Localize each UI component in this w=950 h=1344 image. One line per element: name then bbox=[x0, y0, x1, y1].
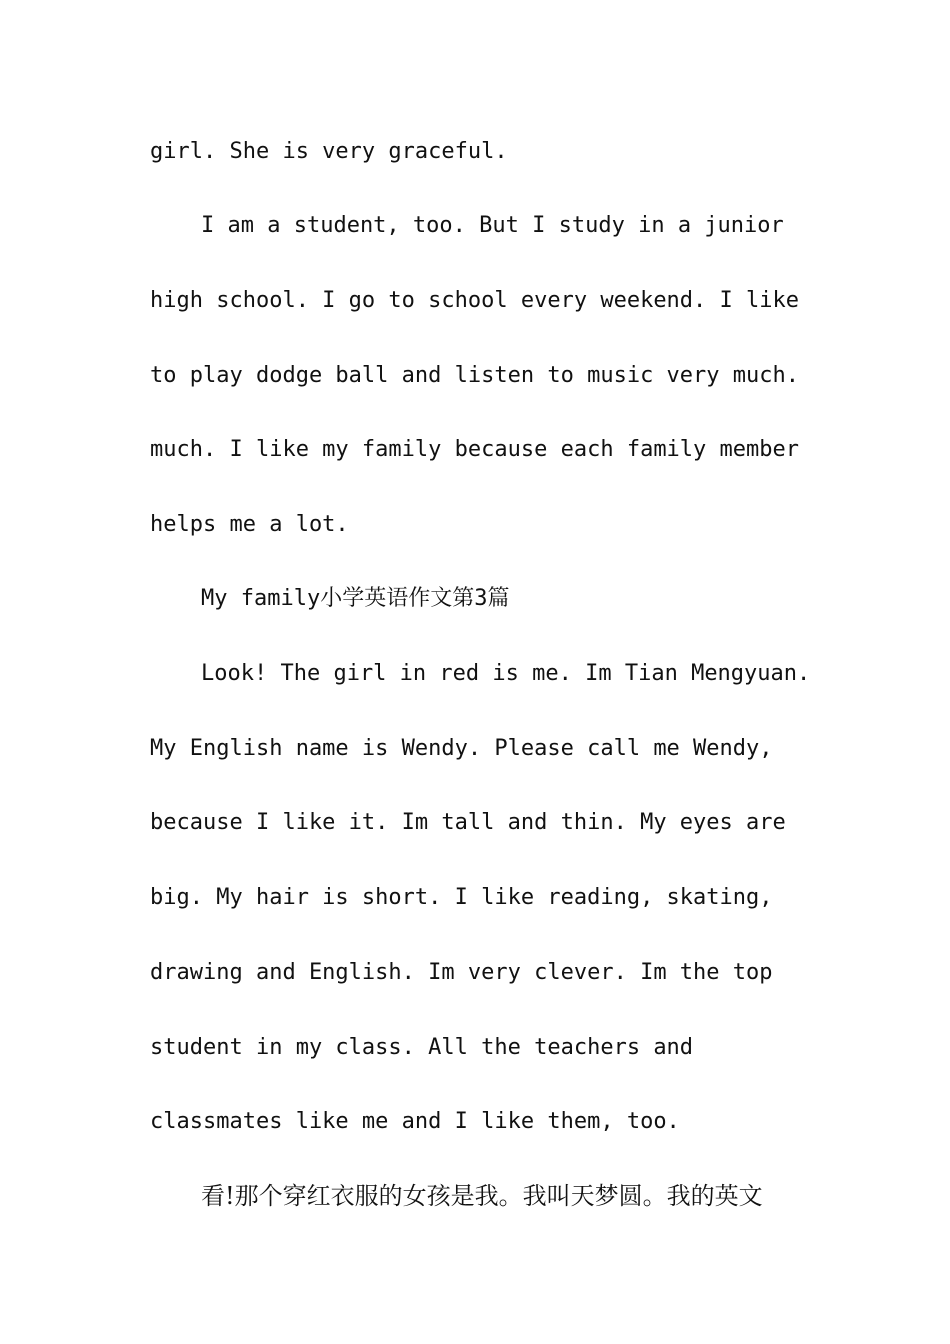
text-line: My English name is Wendy. Please call me Wendy, bbox=[150, 736, 773, 761]
text-line: student in my class. All the teachers and bbox=[150, 1035, 694, 1060]
text-line: drawing and English. Im very clever. Im the top bbox=[150, 960, 773, 985]
section-heading: My family小学英语作文第3篇 bbox=[201, 586, 510, 611]
paragraph-start: I am a student, too. But I study in a junior bbox=[201, 213, 784, 238]
text-line: helps me a lot. bbox=[150, 512, 349, 537]
text-line: girl. She is very graceful. bbox=[150, 139, 508, 164]
text-line: much. I like my family because each family member bbox=[150, 437, 800, 462]
text-line: big. My hair is short. I like reading, skating, bbox=[150, 885, 773, 910]
text-line: high school. I go to school every weekend. I like bbox=[150, 288, 800, 313]
text-line: because I like it. Im tall and thin. My eyes are bbox=[150, 810, 786, 835]
text-line: to play dodge ball and listen to music very much. bbox=[150, 363, 800, 388]
text-line: classmates like me and I like them, too. bbox=[150, 1109, 680, 1134]
paragraph-start: Look! The girl in red is me. Im Tian Mengyuan. bbox=[201, 661, 811, 686]
paragraph-start-chinese: 看!那个穿红衣服的女孩是我。我叫天梦圆。我的英文 bbox=[201, 1182, 763, 1210]
